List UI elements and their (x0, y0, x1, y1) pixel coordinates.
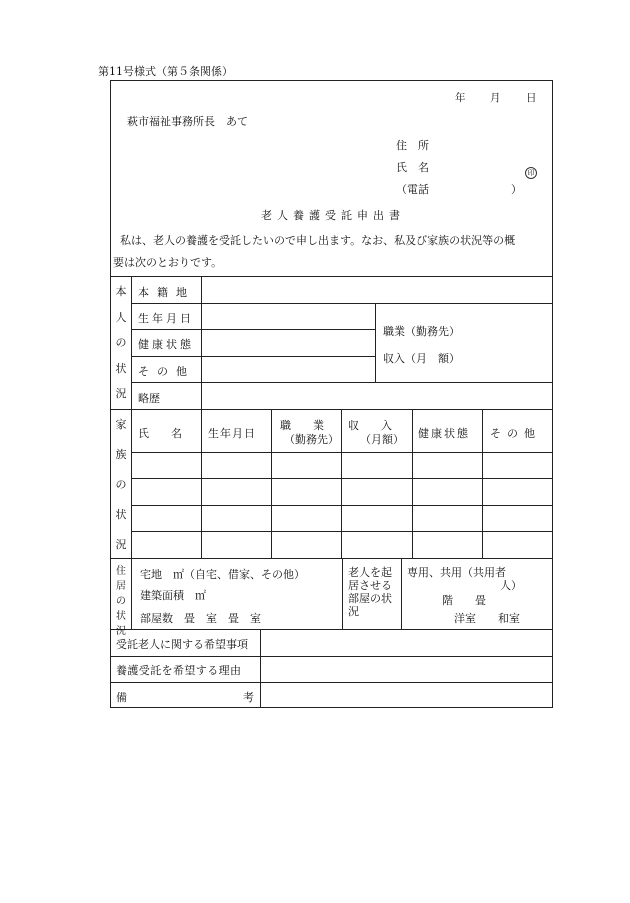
reason-label: 養護受託を希望する理由 (116, 664, 242, 677)
family-income-header: 収 入 (348, 419, 392, 432)
section-line-housing-top (110, 558, 553, 559)
date-year-label: 年 (455, 92, 466, 104)
date-month-label: 月 (490, 92, 501, 104)
family-occupation-header-sub: （勤務先） (284, 433, 339, 446)
room-type-line: 洋室 和室 (454, 612, 520, 625)
family-section-label: 家 族 の 状 況 (115, 418, 127, 551)
intro-line-1: 私は、老人の養護を受託したいので申し出ます。なお、私及び家族の状況等の概 (120, 234, 516, 247)
career-label: 略歴 (138, 392, 160, 405)
family-health-header: 健康状態 (418, 427, 470, 440)
addressee: 萩市福祉事務所長 あて (127, 115, 248, 128)
date-day-label: 日 (526, 92, 537, 104)
housing-floor-area-line: 建築面積 ㎡ (140, 589, 206, 602)
form-number: 第11号様式（第５条関係） (98, 65, 233, 78)
birth-date-label: 生年月日 (138, 312, 194, 325)
wishes-label: 受託老人に関する希望事項 (116, 638, 248, 651)
intro-line-2: 要は次のとおりです。 (113, 256, 223, 269)
elderly-room-label: 老人を起 居させる 部屋の状 況 (348, 566, 392, 618)
family-occupation-header: 職 業 (280, 419, 324, 432)
occupation-label: 職業（勤務先） (383, 325, 460, 338)
seal-icon: 印 (525, 160, 537, 179)
family-income-header-sub: （月額） (360, 433, 404, 446)
address-label: 住 所 (396, 139, 429, 152)
income-label: 収入（月 額） (383, 352, 460, 365)
family-name-header: 氏 名 (138, 427, 182, 440)
registered-domicile-label: 本籍地 (138, 286, 195, 299)
health-status-label: 健康状態 (138, 338, 194, 351)
housing-land-line: 宅地 ㎡（自宅、借家、その他） (140, 568, 305, 581)
family-other-header: その他 (490, 427, 541, 440)
form-title: 老人養護受託申出書 (261, 209, 405, 222)
remarks-label-right: 考 (243, 691, 254, 704)
section-line-self-top (110, 276, 553, 277)
room-floor-tatami: 階 畳 (442, 594, 486, 607)
other-label: その他 (138, 365, 195, 378)
phone-label: （電話 (396, 183, 429, 196)
housing-rooms-line: 部屋数 畳 室 畳 室 (140, 612, 261, 625)
remarks-label-left: 備 (116, 691, 127, 704)
room-shared-count: 人） (500, 579, 522, 592)
name-label: 氏 名 (396, 161, 429, 174)
room-shared-line: 専用、共用（共用者 (407, 566, 506, 579)
phone-close: ） (511, 183, 522, 196)
family-birth-header: 生年月日 (208, 427, 256, 440)
self-section-label: 本 人 の 状 況 (115, 285, 127, 400)
section-line-family-top (110, 409, 553, 410)
housing-section-label: 住 居 の 状 況 (116, 566, 126, 637)
